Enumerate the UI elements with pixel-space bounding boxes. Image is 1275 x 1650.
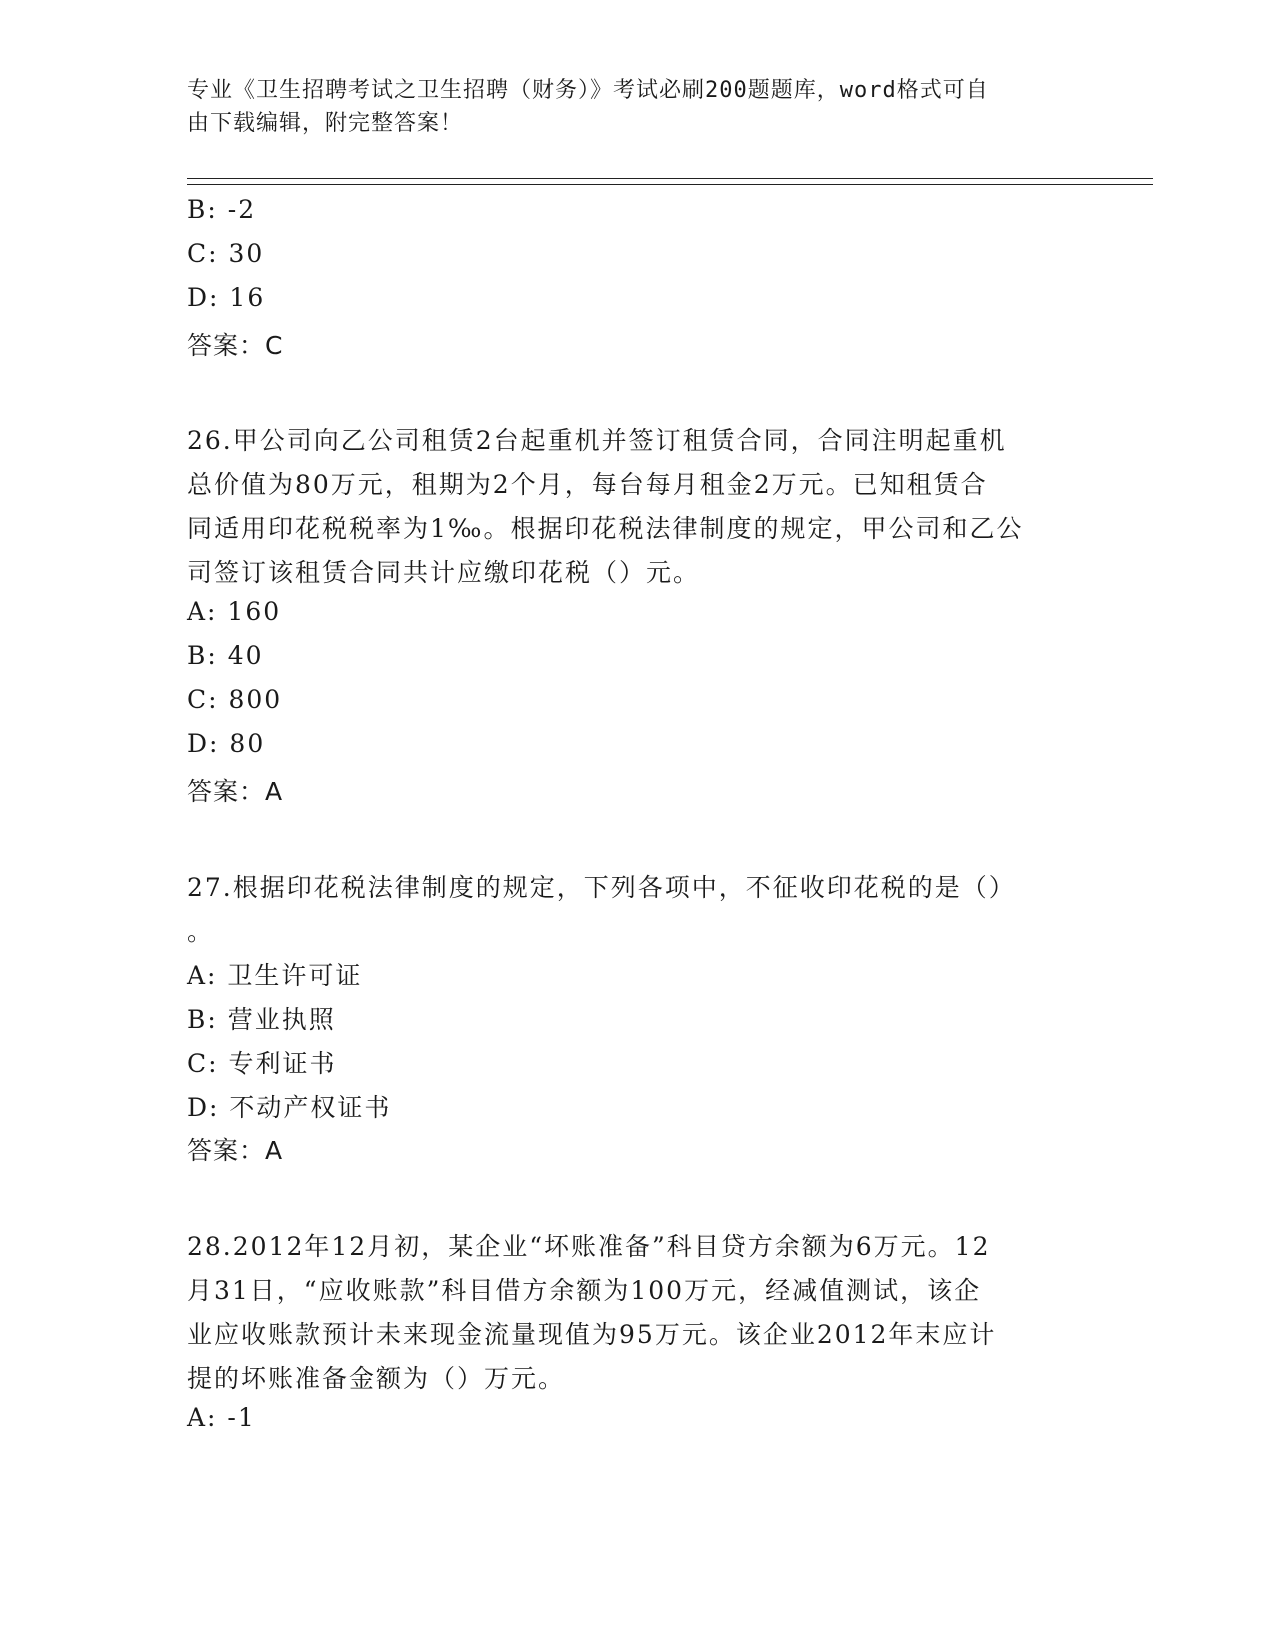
header-line-1: 专业《卫生招聘考试之卫生招聘（财务）》考试必刷200题题库，word格式可自 [187, 78, 989, 103]
q25-option-c: C: 30 [187, 239, 265, 268]
q26-text-line-4: 司签订该租赁合同共计应缴印花税（）元。 [187, 558, 701, 587]
header-rule-top [187, 178, 1153, 179]
q28-text-line-2: 月31日，“应收账款”科目借方余额为100万元，经减值测试，该企 [187, 1276, 982, 1305]
q26-text-line-2: 总价值为80万元，租期为2个月，每台每月租金2万元。已知租赁合 [187, 470, 988, 499]
q25-option-d: D: 16 [187, 283, 266, 312]
header-rule-bottom [187, 184, 1153, 185]
document-header [187, 74, 1077, 140]
q26-option-a: A: 160 [187, 597, 282, 626]
q25-answer: 答案：C [187, 331, 284, 360]
q26-option-b: B: 40 [187, 641, 264, 670]
q27-text-line-2: 。 [187, 917, 215, 946]
q27-answer: 答案：A [187, 1136, 284, 1165]
q27-option-d: D: 不动产权证书 [187, 1093, 392, 1122]
q25-option-b: B: -2 [187, 195, 257, 224]
q26-text-line-1: 26.甲公司向乙公司租赁2台起重机并签订租赁合同，合同注明起重机 [187, 426, 1007, 455]
q26-text-line-3: 同适用印花税税率为1‰。根据印花税法律制度的规定，甲公司和乙公 [187, 514, 1024, 543]
header-line-2: 由下载编辑，附完整答案！ [187, 111, 464, 136]
q28-text-line-3: 业应收账款预计未来现金流量现值为95万元。该企业2012年末应计 [187, 1320, 997, 1349]
q27-option-b: B: 营业执照 [187, 1005, 336, 1034]
q26-option-d: D: 80 [187, 729, 266, 758]
q27-option-c: C: 专利证书 [187, 1049, 337, 1078]
q26-option-c: C: 800 [187, 685, 283, 714]
q27-option-a: A: 卫生许可证 [187, 961, 363, 990]
q28-text-line-4: 提的坏账准备金额为（）万元。 [187, 1364, 566, 1393]
q27-text-line-1: 27.根据印花税法律制度的规定，下列各项中，不征收印花税的是（） [187, 873, 1016, 902]
q28-option-a: A: -1 [187, 1403, 256, 1432]
q28-text-line-1: 28.2012年12月初，某企业“坏账准备”科目贷方余额为6万元。12 [187, 1232, 991, 1261]
q26-answer: 答案：A [187, 777, 284, 806]
